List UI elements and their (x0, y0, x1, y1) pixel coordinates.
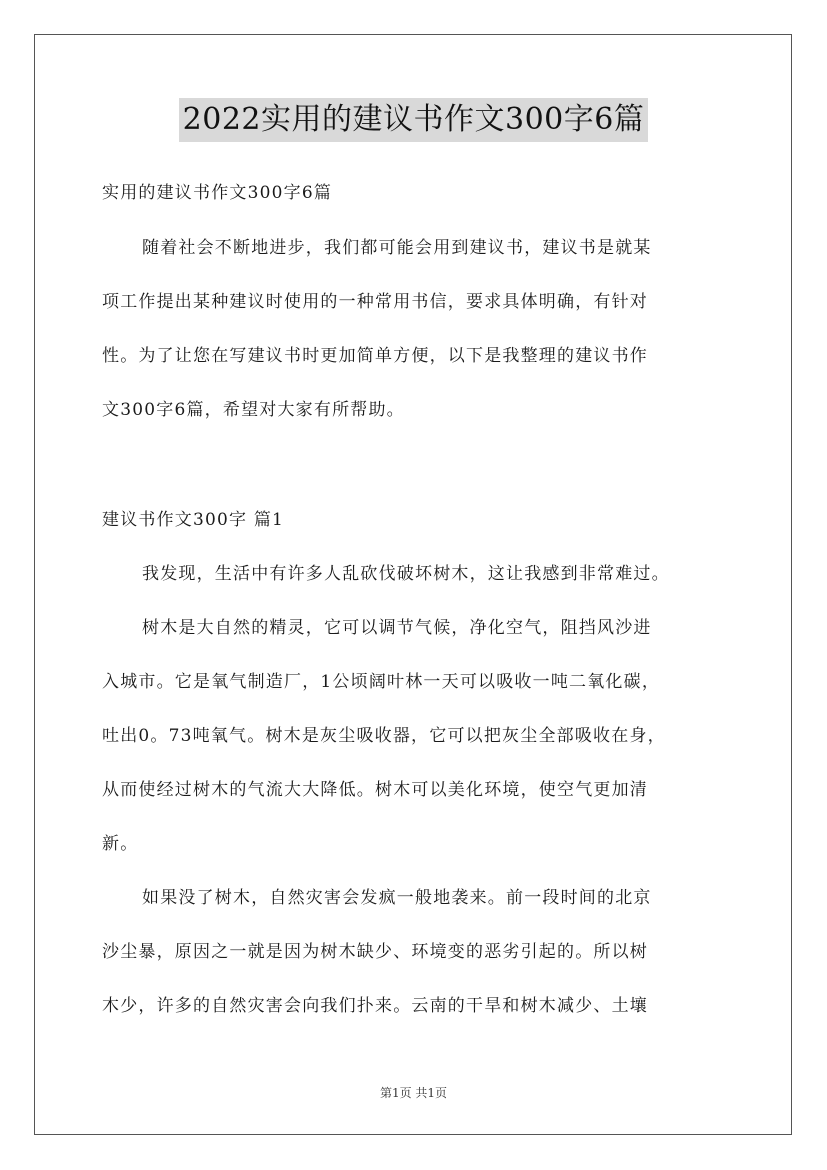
body-line: 木少，许多的自然灾害会向我们扑来。云南的干旱和树木减少、土壤 (102, 996, 648, 1016)
page-footer: 第1页 共1页 (379, 1086, 448, 1100)
body-line: 新。 (102, 834, 139, 854)
body-line: 如果没了树木，自然灾害会发疯一般地袭来。前一段时间的北京 (142, 888, 652, 908)
section-heading: 建议书作文300字 篇1 (102, 510, 285, 530)
body-line: 吐出0。73吨氧气。树木是灰尘吸收器，它可以把灰尘全部吸收在身， (102, 726, 666, 746)
intro-line: 项工作提出某种建议时使用的一种常用书信，要求具体明确，有针对 (102, 292, 648, 312)
document-title: 2022实用的建议书作文300字6篇 (179, 98, 649, 142)
title-container (0, 98, 827, 142)
document-subtitle: 实用的建议书作文300字6篇 (102, 183, 333, 203)
intro-line: 文300字6篇，希望对大家有所帮助。 (102, 400, 405, 420)
body-line: 入城市。它是氧气制造厂，1公顷阔叶林一天可以吸收一吨二氧化碳， (102, 672, 661, 692)
body-line: 沙尘暴，原因之一就是因为树木缺少、环境变的恶劣引起的。所以树 (102, 942, 648, 962)
body-line: 从而使经过树木的气流大大降低。树木可以美化环境，使空气更加清 (102, 780, 648, 800)
intro-line: 随着社会不断地进步，我们都可能会用到建议书，建议书是就某 (142, 238, 652, 258)
intro-line: 性。为了让您在写建议书时更加简单方便，以下是我整理的建议书作 (102, 346, 648, 366)
body-line: 树木是大自然的精灵，它可以调节气候，净化空气，阻挡风沙进 (142, 618, 652, 638)
body-line: 我发现，生活中有许多人乱砍伐破坏树木，这让我感到非常难过。 (142, 564, 670, 584)
